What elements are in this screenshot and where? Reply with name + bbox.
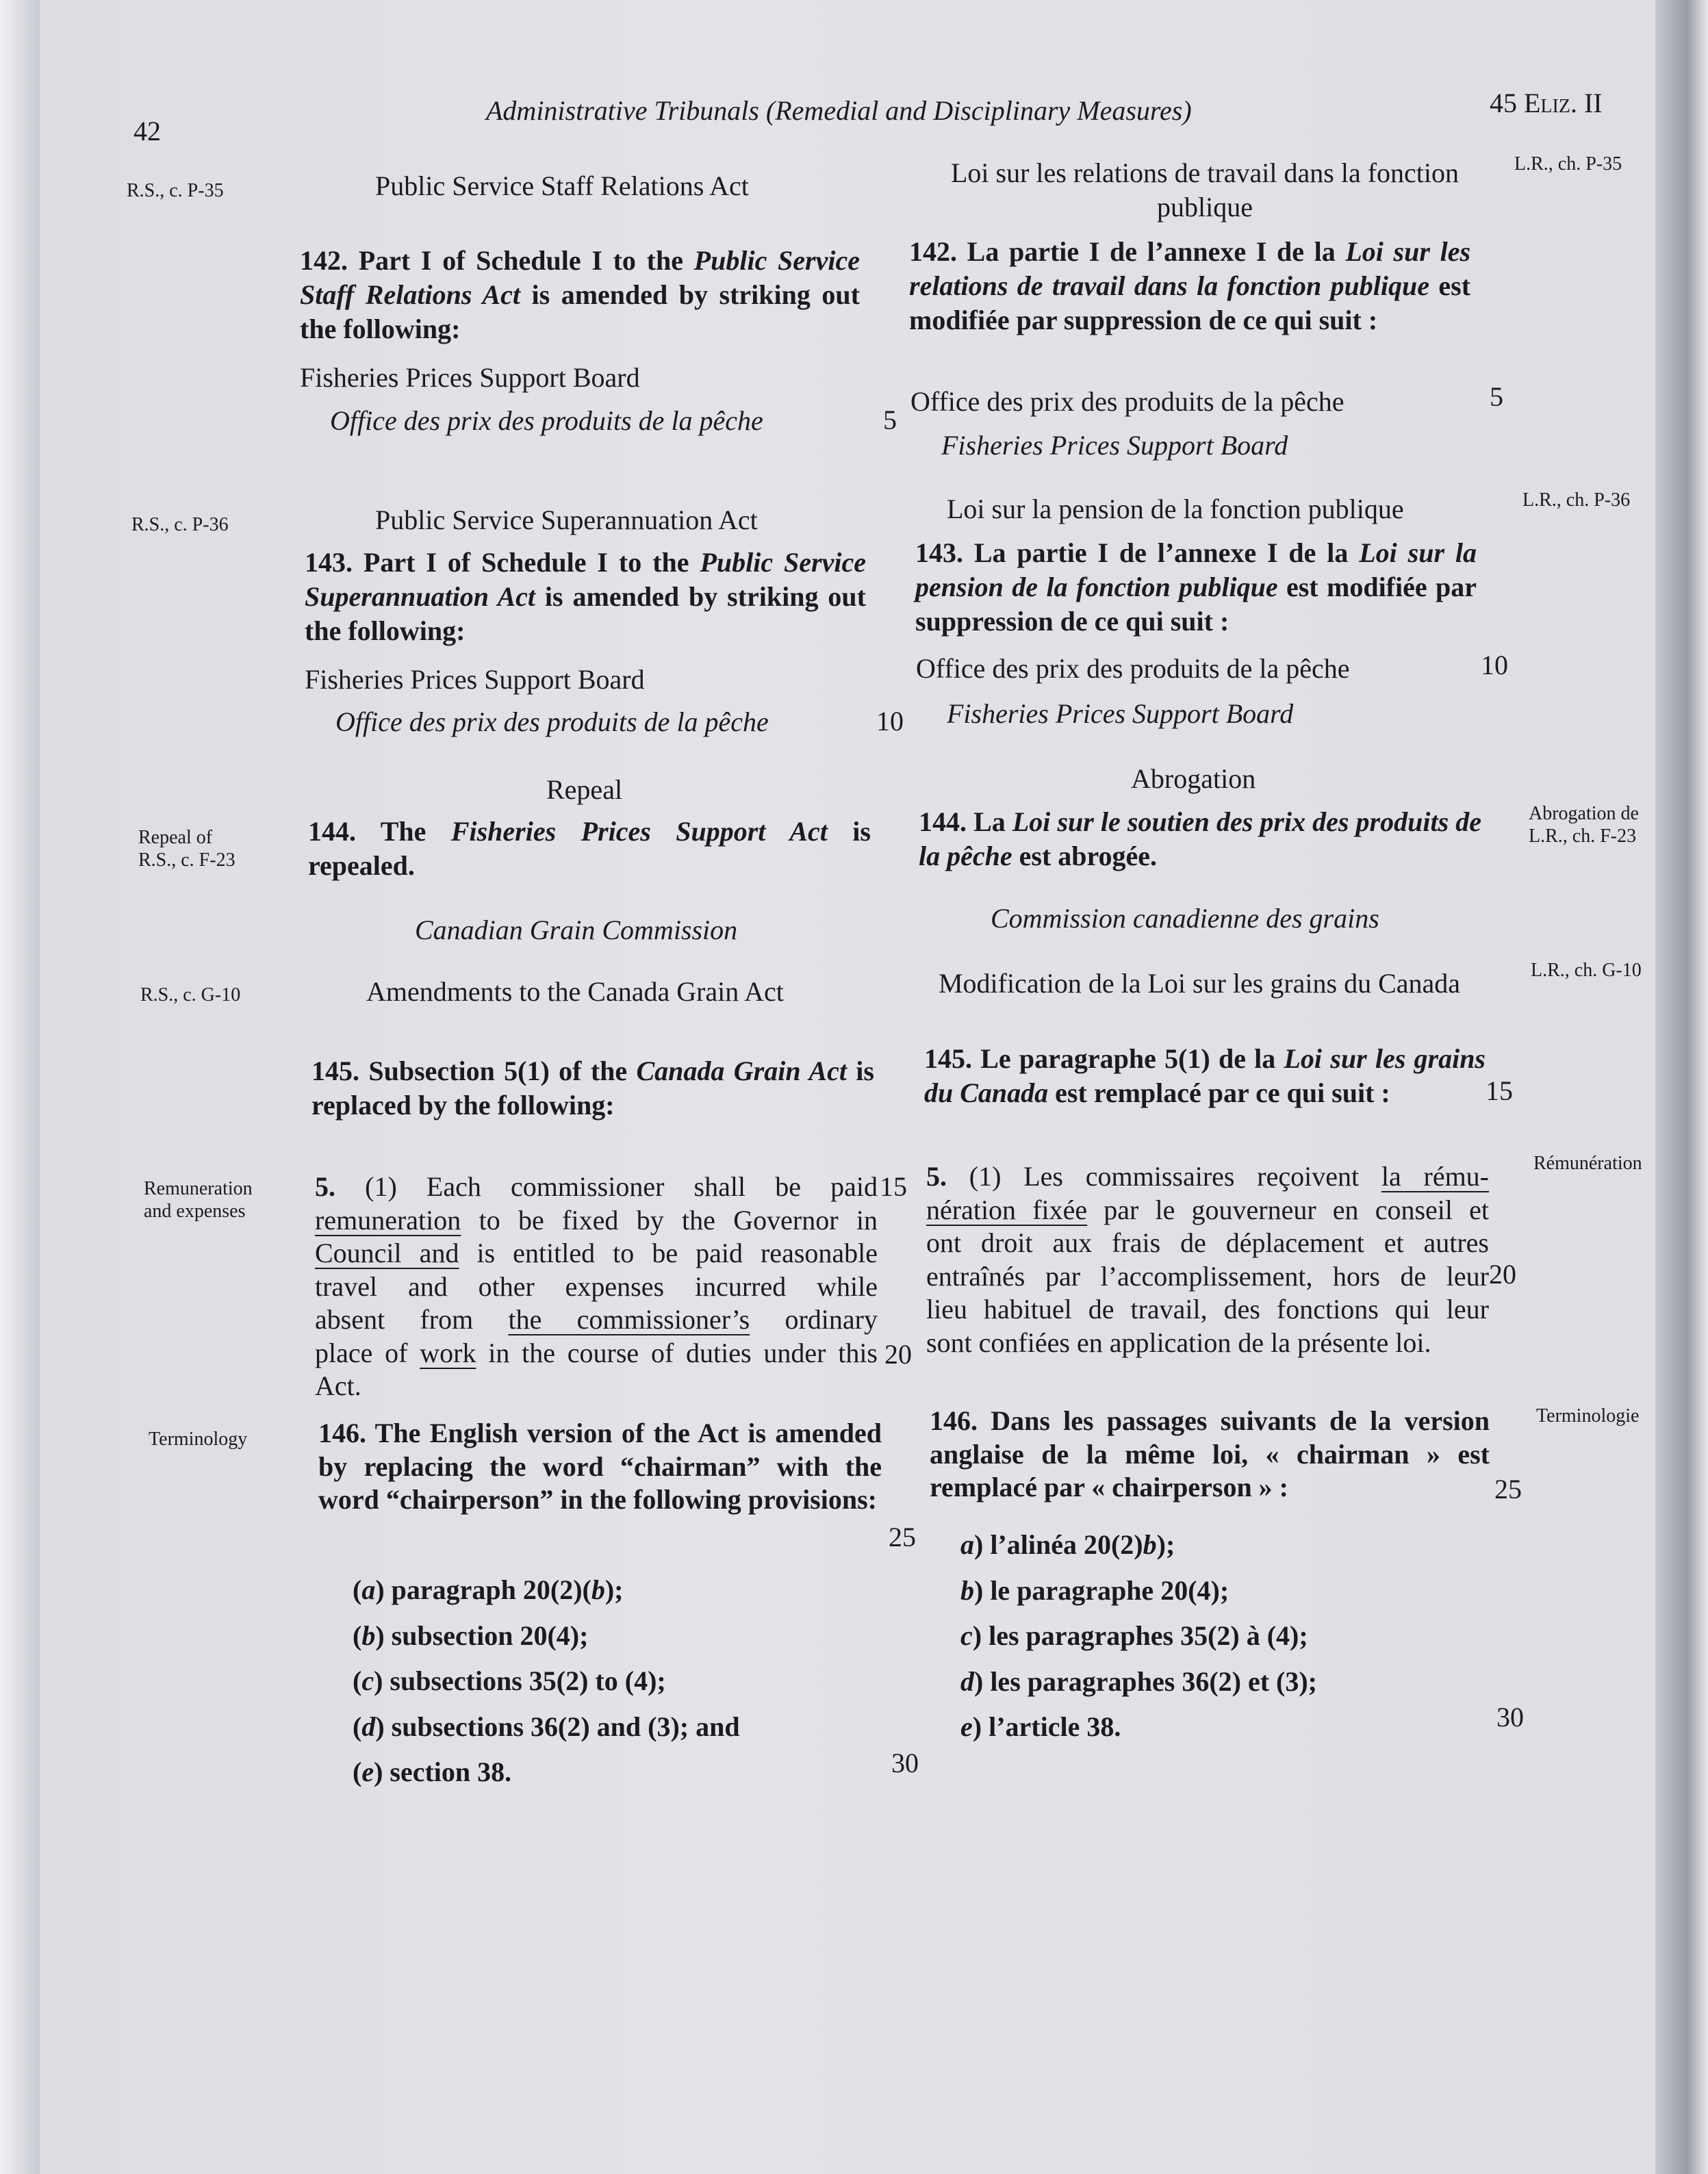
line-en-5: absent from the commissioner’s ordinary: [315, 1304, 878, 1335]
line-en-6: place of work in the course of duties under this: [315, 1337, 878, 1368]
line-en-1: 5. (1) Each commissioner shall be paid: [315, 1171, 878, 1202]
heading-fr-repeal: Abrogation: [1131, 763, 1256, 794]
line-fr-1: 5. (1) Les commissaires reçoivent la rému-: [926, 1161, 1489, 1192]
line-fr-3: ont droit aux frais de déplacement et autres: [926, 1227, 1489, 1258]
line-number-en: 5: [883, 405, 897, 435]
entry-en-s142: Fisheries Prices Support Board: [300, 362, 640, 393]
subheading-fr-cgc: Modification de la Loi sur les grains du Canada: [938, 968, 1461, 999]
list-fr-s146: [960, 1522, 1317, 1750]
entry-alt-fr-s143: Fisheries Prices Support Board: [947, 698, 1294, 729]
line-fr-4: entraînés par l’accomplissement, hors de leur: [926, 1260, 1489, 1292]
page-edge: [1655, 0, 1708, 2174]
margin-note-fr-terminology: Terminologie: [1536, 1405, 1640, 1427]
running-title: Administrative Tribunals (Remedial and Disciplinary Measures): [486, 95, 1192, 126]
list-item: b) le paragraphe 20(4);: [960, 1574, 1229, 1606]
subsection-fr-5-1: [926, 1160, 1489, 1359]
entry-alt-fr-s142: Fisheries Prices Support Board: [941, 430, 1288, 461]
margin-note-en-repeal: Repeal of R.S., c. F-23: [138, 827, 235, 871]
line-number-fr: 5: [1490, 381, 1503, 412]
line-number-fr: 30: [1496, 1702, 1524, 1732]
line-number-en: 30: [891, 1748, 919, 1778]
margin-note-fr-cgc: L.R., ch. G-10: [1531, 960, 1642, 981]
list-item: (d) subsections 36(2) and (3); and: [353, 1711, 740, 1742]
entry-alt-en-s143: Office des prix des produits de la pêche: [335, 706, 769, 737]
entry-fr-s142: Office des prix des produits de la pêche: [910, 386, 1344, 417]
page-number: 42: [133, 116, 161, 146]
margin-note-fr-remuneration: Rémunération: [1533, 1153, 1642, 1174]
list-item: e) l’article 38.: [960, 1711, 1121, 1742]
subsection-en-5-1: [315, 1171, 878, 1403]
heading-en-cgc: Canadian Grain Commission: [415, 915, 738, 945]
heading-fr-cgc: Commission canadienne des grains: [991, 903, 1379, 934]
margin-note-en-cgc: R.S., c. G-10: [140, 984, 241, 1006]
list-item: (c) subsections 35(2) to (4);: [353, 1665, 666, 1696]
heading-en-repeal: Repeal: [546, 774, 623, 805]
list-en-s146: [353, 1568, 740, 1795]
heading-en-s143: Public Service Superannuation Act: [375, 504, 758, 535]
line-en-7: Act.: [315, 1370, 361, 1401]
para-en-s145: 145. Subsection 5(1) of the Canada Grain Act is replaced by the following:: [311, 1056, 874, 1121]
heading-fr-s143: Loi sur la pension de la fonction publique: [947, 494, 1404, 524]
margin-note-en-remuneration: Remuneration and expenses: [144, 1178, 253, 1222]
para-fr-s142: 142. La partie I de l’annexe I de la Loi sur les relations de travail dans la fonction publique est modifiée par suppression de ce qui suit :: [909, 236, 1471, 335]
para-fr-s143: 143. La partie I de l’annexe I de la Loi sur la pension de la fonction publique est modifiée par suppression de ce qui suit :: [915, 537, 1477, 637]
entry-fr-s143: Office des prix des produits de la pêche: [916, 653, 1350, 684]
list-item: (e) section 38.: [353, 1756, 512, 1787]
entry-en-s143: Fisheries Prices Support Board: [305, 664, 645, 695]
line-number-fr: 15: [1486, 1075, 1513, 1106]
line-en-3: Council and is entitled to be paid reasonable: [315, 1238, 878, 1268]
regnal-year: 45 Eliz. II: [1490, 88, 1603, 118]
list-item: c) les paragraphes 35(2) à (4);: [960, 1620, 1308, 1651]
line-fr-2: nération fixée par le gouverneur en conseil et: [926, 1194, 1489, 1225]
para-en-s144: 144. The Fisheries Prices Support Act is repealed.: [308, 816, 871, 881]
line-number-fr: 10: [1481, 650, 1508, 680]
line-number-fr: 25: [1494, 1474, 1522, 1505]
margin-note-fr-repeal: Abrogation de L.R., ch. F-23: [1529, 803, 1639, 847]
line-number-en: 10: [876, 706, 904, 737]
margin-note-fr-s142: L.R., ch. P-35: [1514, 153, 1622, 175]
list-item: d) les paragraphes 36(2) et (3);: [960, 1665, 1317, 1697]
para-fr-s146: 146. Dans les passages suivants de la version anglaise de la même loi, « chairman » est remplacé par « chairperson » :: [930, 1405, 1490, 1502]
line-en-4: travel and other expenses incurred while: [315, 1270, 878, 1302]
para-en-s142: 142. Part I of Schedule I to the Public Service Staff Relations Act is amended by striking out the following:: [300, 245, 860, 344]
page-spine: [0, 0, 40, 2174]
margin-note-en-terminology: Terminology: [149, 1429, 248, 1450]
list-item: (b) subsection 20(4);: [353, 1620, 589, 1651]
margin-note-fr-s143: L.R., ch. P-36: [1522, 489, 1631, 511]
entry-alt-en-s142: Office des prix des produits de la pêche: [330, 405, 763, 436]
line-fr-6: sont confiées en application de la présente loi.: [926, 1327, 1431, 1358]
line-number-en: 15: [880, 1171, 907, 1202]
heading-en-s142: Public Service Staff Relations Act: [375, 170, 749, 201]
list-item: a) l’alinéa 20(2)b);: [960, 1529, 1175, 1560]
list-item: (a) paragraph 20(2)(b);: [353, 1574, 624, 1605]
line-number-fr: 20: [1489, 1259, 1516, 1290]
margin-note-en-s142: R.S., c. P-35: [127, 180, 224, 201]
margin-note-en-s143: R.S., c. P-36: [131, 514, 229, 535]
line-fr-5: lieu habituel de travail, des fonctions qui leur: [926, 1294, 1489, 1325]
para-en-s143: 143. Part I of Schedule I to the Public Service Superannuation Act is amended by striking out the following:: [305, 547, 866, 646]
para-en-s146: 146. The English version of the Act is amended by replacing the word “chairman” with the word “chairperson” in the following provisions:: [318, 1418, 882, 1515]
subheading-en-cgc: Amendments to the Canada Grain Act: [366, 976, 784, 1007]
line-number-en: 25: [889, 1522, 916, 1552]
line-number-en: 20: [884, 1339, 912, 1370]
para-fr-s145: 145. Le paragraphe 5(1) de la Loi sur les grains du Canada est remplacé par ce qui suit :: [924, 1043, 1486, 1108]
heading-fr-s142: Loi sur les relations de travail dans la fonction publique: [950, 157, 1459, 222]
line-en-2: remuneration to be fixed by the Governor in: [315, 1204, 878, 1236]
para-fr-s144: 144. La Loi sur le soutien des prix des produits de la pêche est abrogée.: [919, 806, 1481, 871]
